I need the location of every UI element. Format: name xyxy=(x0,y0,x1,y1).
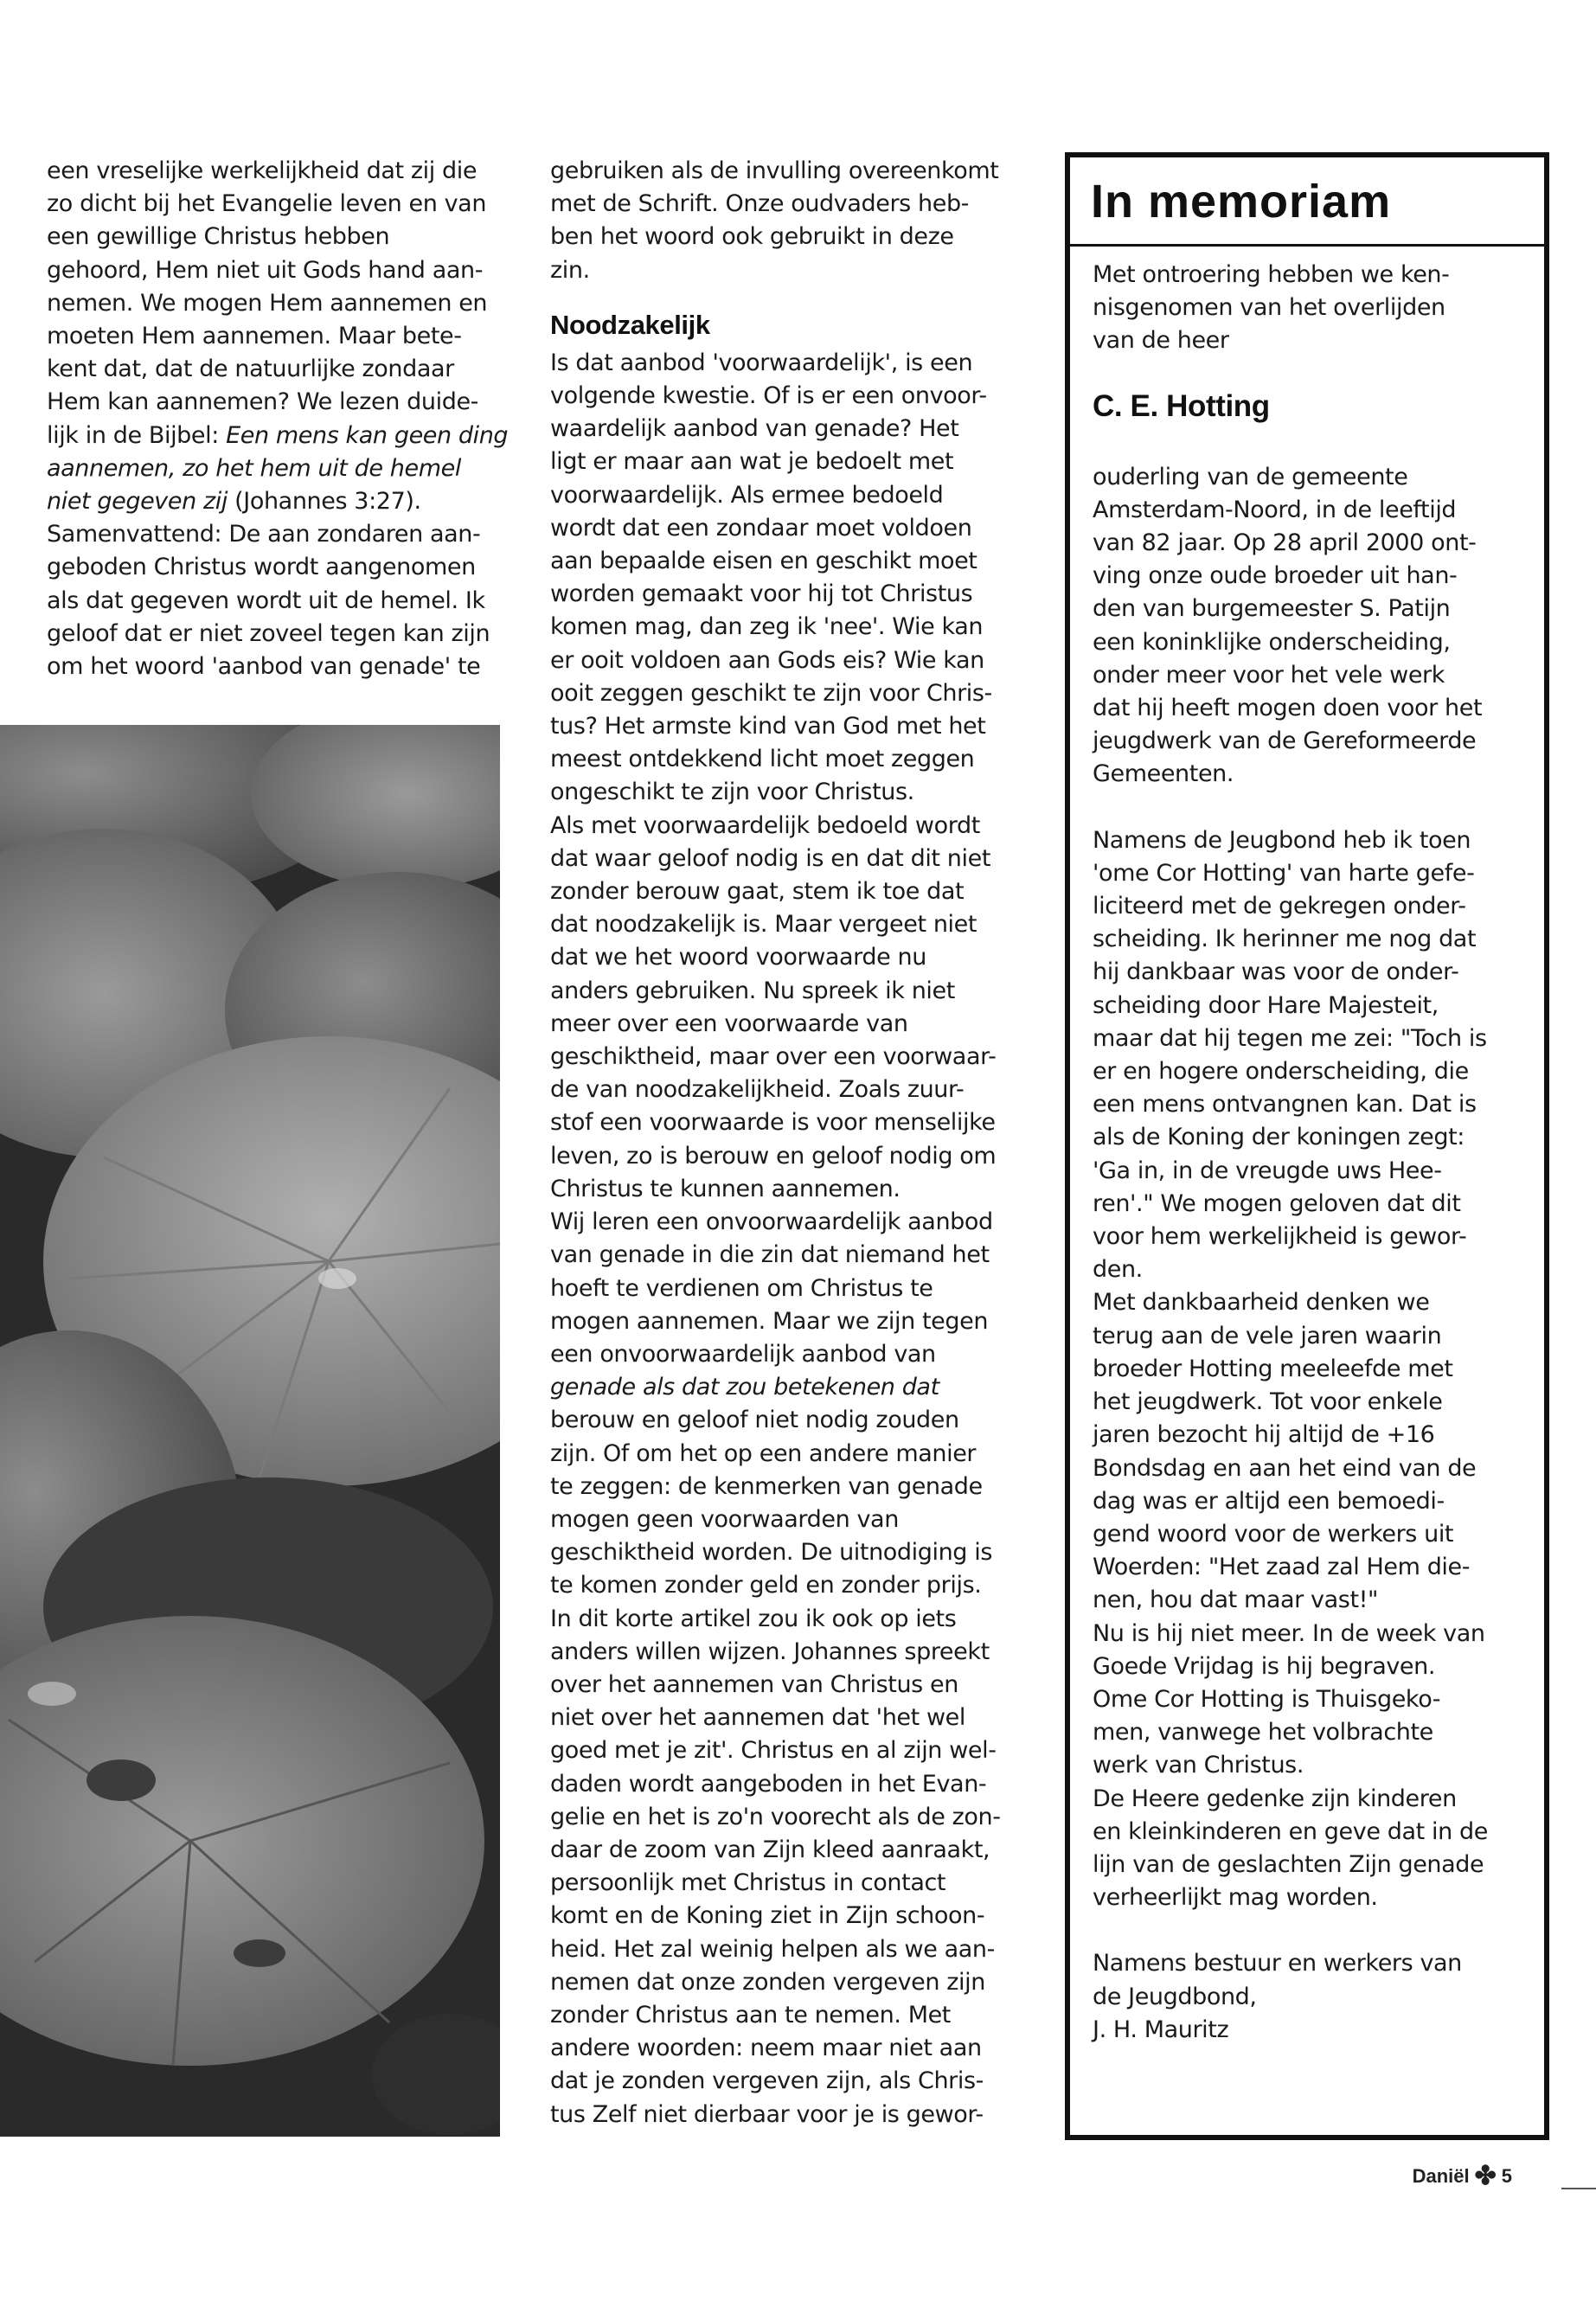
title-divider xyxy=(1070,244,1544,247)
text-line: nemen dat onze zonden vergeven zijn xyxy=(550,1968,985,1996)
text-line: Als met voorwaardelijk bedoeld wordt xyxy=(550,811,980,839)
text-line: gebruiken als de invulling overeenkomt xyxy=(550,157,999,184)
text-line: een mens ontvangnen kan. Dat is xyxy=(1093,1091,1477,1118)
text-line: meer over een voorwaarde van xyxy=(550,1009,908,1037)
text-line: daden wordt aangeboden in het Evan- xyxy=(550,1770,987,1798)
text-line: niet gegeven zij (Johannes 3:27). xyxy=(47,488,421,516)
text-line: mogen geen voorwaarden van xyxy=(550,1505,899,1533)
text-line: Goede Vrijdag is hij begraven. xyxy=(1093,1652,1436,1680)
text-line: dat hij heeft mogen doen voor het xyxy=(1093,695,1483,722)
article-paragraph xyxy=(550,155,1022,287)
text-line: Is dat aanbod 'voorwaardelijk', is een xyxy=(550,349,973,376)
water-lily-photo xyxy=(0,725,500,2137)
text-line: Amsterdam-Noord, in de leeftijd xyxy=(1093,496,1457,523)
text-line: scheiding. Ik herinner me nog dat xyxy=(1093,926,1477,953)
text-line: onder meer voor het vele werk xyxy=(1093,661,1445,689)
text-line: anders willen wijzen. Johannes spreekt xyxy=(550,1638,990,1665)
text-line: Hem kan aannemen? We lezen duide- xyxy=(47,388,479,416)
page-number: 5 xyxy=(1501,2165,1512,2187)
text-line: lijk in de Bijbel: Een mens kan geen ding xyxy=(47,421,509,449)
text-line: van de heer xyxy=(1093,327,1229,355)
text-line: dat noodzakelijk is. Maar vergeet niet xyxy=(550,911,977,939)
text-line: den van burgemeester S. Patijn xyxy=(1093,595,1451,623)
text-line: de van noodzakelijkheid. Zoals zuur- xyxy=(550,1076,965,1104)
footer-rule xyxy=(1561,2188,1596,2189)
text-line: een onvoorwaardelijk aanbod van xyxy=(550,1340,936,1368)
text-line: scheiding door Hare Majesteit, xyxy=(1093,991,1439,1019)
text-line: J. H. Mauritz xyxy=(1093,2016,1229,2043)
text-line: Gemeenten. xyxy=(1093,760,1234,788)
text-line: kent dat, dat de natuurlijke zondaar xyxy=(47,356,454,383)
memoriam-paragraph xyxy=(1093,461,1534,792)
text-line: genade als dat zou betekenen dat xyxy=(550,1374,939,1401)
article-paragraph xyxy=(550,347,1022,1371)
text-line: lijn van de geslachten Zijn genade xyxy=(1093,1850,1484,1878)
text-line: 'Ga in, in de vreugde uws Hee- xyxy=(1093,1157,1442,1184)
text-line: zonder Christus aan te nemen. Met xyxy=(550,2001,951,2029)
text-line: als de Koning der koningen zegt: xyxy=(1093,1124,1465,1151)
memoriam-signoff xyxy=(1093,1947,1534,2047)
text-line: waardelijk aanbod van genade? Het xyxy=(550,415,959,443)
text-line: als dat gegeven wordt uit de hemel. Ik xyxy=(47,586,485,614)
text-line: meest ontdekkend licht moet zeggen xyxy=(550,746,975,773)
article-paragraph xyxy=(47,518,514,683)
text-line: over het aannemen van Christus en xyxy=(550,1670,958,1698)
text-line: te zeggen: de kenmerken van genade xyxy=(550,1472,983,1500)
text-line: maar dat hij tegen me zei: "Toch is xyxy=(1093,1024,1487,1052)
text-line: gend woord voor de werkers uit xyxy=(1093,1520,1454,1548)
text-line: liciteerd met de gekregen onder- xyxy=(1093,893,1466,920)
text-line: er ooit voldoen aan Gods eis? Wie kan xyxy=(550,646,984,674)
text-line: gelie en het is zo'n voorecht als de zon- xyxy=(550,1803,1001,1830)
text-line: nisgenomen van het overlijden xyxy=(1093,294,1445,322)
text-line: Met ontroering hebben we ken- xyxy=(1093,261,1450,288)
text-line: goed met je zit'. Christus en al zijn wel- xyxy=(550,1737,997,1765)
text-line: heid. Het zal weinig helpen als we aan- xyxy=(550,1935,995,1963)
section-heading: Noodzakelijk xyxy=(550,309,710,340)
text-line: 'ome Cor Hotting' van harte gefe- xyxy=(1093,859,1475,887)
text-line: nemen. We mogen Hem aannemen en xyxy=(47,289,488,317)
text-line: moeten Hem aannemen. Maar bete- xyxy=(47,323,462,350)
text-line: het jeugdwerk. Tot voor enkele xyxy=(1093,1388,1443,1416)
text-line: broeder Hotting meeleefde met xyxy=(1093,1355,1453,1382)
text-line: jeugdwerk van de Gereformeerde xyxy=(1093,727,1477,755)
article-column-2 xyxy=(550,155,1022,2131)
text-line: zonder berouw gaat, stem ik toe dat xyxy=(550,878,965,906)
in-memoriam-box xyxy=(1065,152,1549,2140)
text-line: Nu is hij niet meer. In de week van xyxy=(1093,1619,1485,1647)
text-line: andere woorden: neem maar niet aan xyxy=(550,2035,982,2062)
text-line: anders gebruiken. Nu spreek ik niet xyxy=(550,977,955,1004)
text-line: wordt dat een zondaar moet voldoen xyxy=(550,514,972,542)
text-line: daar de zoom van Zijn kleed aanraakt, xyxy=(550,1836,990,1863)
text-line: ligt er maar aan wat je bedoelt met xyxy=(550,448,954,476)
text-line: geloof dat er niet zoveel tegen kan zijn xyxy=(47,619,490,647)
article-paragraph xyxy=(47,155,514,420)
text-line: Namens de Jeugbond heb ik toen xyxy=(1093,826,1471,854)
text-line: zin. xyxy=(550,256,590,284)
fleur-icon: ✤ xyxy=(1474,2162,1497,2190)
text-line: een gewillige Christus hebben xyxy=(47,223,390,251)
text-line: Samenvattend: De aan zondaren aan- xyxy=(47,521,481,548)
text-line: terug aan de vele jaren waarin xyxy=(1093,1322,1442,1349)
text-line: met de Schrift. Onze oudvaders heb- xyxy=(550,190,970,218)
text-line: komt en de Koning ziet in Zijn schoon- xyxy=(550,1902,985,1930)
text-line: ving onze oude broeder uit han- xyxy=(1093,562,1458,590)
text-line: gehoord, Hem niet uit Gods hand aan- xyxy=(47,256,484,284)
text-line: van 82 jaar. Op 28 april 2000 ont- xyxy=(1093,529,1477,557)
text-line: geboden Christus wordt aangenomen xyxy=(47,554,476,581)
text-line: berouw en geloof niet nodig zouden xyxy=(550,1407,959,1434)
text-line: ren'." We mogen geloven dat dit xyxy=(1093,1189,1461,1217)
text-line: dat waar geloof nodig is en dat dit niet xyxy=(550,844,991,872)
text-line: Christus te kunnen aannemen. xyxy=(550,1175,901,1202)
text-line: voorwaardelijk. Als ermee bedoeld xyxy=(550,481,944,509)
text-line: geschiktheid worden. De uitnodiging is xyxy=(550,1539,992,1567)
text-line: en kleinkinderen en geve dat in de xyxy=(1093,1817,1488,1845)
text-line: ongeschikt te zijn voor Christus. xyxy=(550,779,914,806)
text-line: van genade in die zin dat niemand het xyxy=(550,1241,990,1269)
text-line: men, vanwege het volbrachte xyxy=(1093,1719,1433,1747)
text-line: zo dicht bij het Evangelie leven en van xyxy=(47,190,487,218)
text-line: ooit zeggen geschikt te zijn voor Chris- xyxy=(550,679,992,707)
text-line: Bondsdag en aan het eind van de xyxy=(1093,1454,1477,1482)
memoriam-intro xyxy=(1093,259,1534,358)
text-line: geschiktheid, maar over een voorwaar- xyxy=(550,1043,997,1071)
deceased-name: C. E. Hotting xyxy=(1093,388,1270,423)
text-line: dat we het woord voorwaarde nu xyxy=(550,944,926,971)
text-line: werk van Christus. xyxy=(1093,1752,1304,1779)
memoriam-title: In memoriam xyxy=(1091,176,1392,228)
text-line: tus Zelf niet dierbaar voor je is gewor- xyxy=(550,2100,984,2128)
text-line: voor hem werkelijkheid is gewor- xyxy=(1093,1223,1467,1251)
text-line: er en hogere onderscheiding, die xyxy=(1093,1058,1469,1086)
page-footer xyxy=(1412,2162,1512,2190)
text-line: jaren bezocht hij altijd de +16 xyxy=(1093,1421,1435,1449)
text-line: een koninklijke onderscheiding, xyxy=(1093,628,1451,656)
text-line: tus? Het armste kind van God met het xyxy=(550,713,986,740)
text-line: om het woord 'aanbod van genade' te xyxy=(47,653,481,681)
article-paragraph xyxy=(550,1404,1022,2131)
text-line: ouderling van de gemeente xyxy=(1093,463,1408,490)
text-line: zijn. Of om het op een andere manier xyxy=(550,1439,977,1467)
text-line: komen mag, dan zeg ik 'nee'. Wie kan xyxy=(550,613,984,641)
memoriam-body xyxy=(1093,259,1534,2047)
text-line: mogen aannemen. Maar we zijn tegen xyxy=(550,1307,989,1335)
text-line: nen, hou dat maar vast!" xyxy=(1093,1586,1379,1614)
text-line: dat je zonden vergeven zijn, als Chris- xyxy=(550,2067,984,2095)
text-line: leven, zo is berouw en geloof nodig om xyxy=(550,1142,997,1170)
text-line: hij dankbaar was voor de onder- xyxy=(1093,958,1459,986)
text-line: een vreselijke werkelijkheid dat zij die xyxy=(47,157,478,184)
text-line: Woerden: "Het zaad zal Hem die- xyxy=(1093,1554,1471,1581)
text-line: aan bepaalde eisen en geschikt moet xyxy=(550,548,977,575)
text-line: worden gemaakt voor hij tot Christus xyxy=(550,580,973,608)
text-line: de Jeugdbond, xyxy=(1093,1983,1257,2010)
text-line: ben het woord ook gebruikt in deze xyxy=(550,223,954,251)
text-line: De Heere gedenke zijn kinderen xyxy=(1093,1785,1457,1812)
article-column-1 xyxy=(47,155,514,683)
text-line: Wij leren een onvoorwaardelijk aanbod xyxy=(550,1208,993,1236)
text-line: hoeft te verdienen om Christus te xyxy=(550,1274,933,1302)
text-line: dag was er altijd een bemoedi- xyxy=(1093,1487,1445,1515)
text-line: verheerlijkt mag worden. xyxy=(1093,1884,1378,1912)
text-line: In dit korte artikel zou ik ook op iets xyxy=(550,1605,957,1632)
text-line: volgende kwestie. Of is er een onvoor- xyxy=(550,382,987,410)
text-line: aannemen, zo het hem uit de hemel xyxy=(47,454,461,482)
publication-name: Daniël xyxy=(1412,2165,1470,2187)
text-line: Namens bestuur en werkers van xyxy=(1093,1950,1462,1977)
text-line: den. xyxy=(1093,1256,1143,1284)
text-line: persoonlijk met Christus in contact xyxy=(550,1869,946,1897)
text-line: Ome Cor Hotting is Thuisgeko- xyxy=(1093,1685,1441,1713)
text-line: stof een voorwaarde is voor menselijke xyxy=(550,1109,996,1137)
memoriam-paragraph xyxy=(1093,824,1534,1915)
text-line: niet over het aannemen dat 'het wel xyxy=(550,1704,965,1732)
text-line: te komen zonder geld en zonder prijs. xyxy=(550,1572,982,1599)
text-line: Met dankbaarheid denken we xyxy=(1093,1289,1430,1317)
